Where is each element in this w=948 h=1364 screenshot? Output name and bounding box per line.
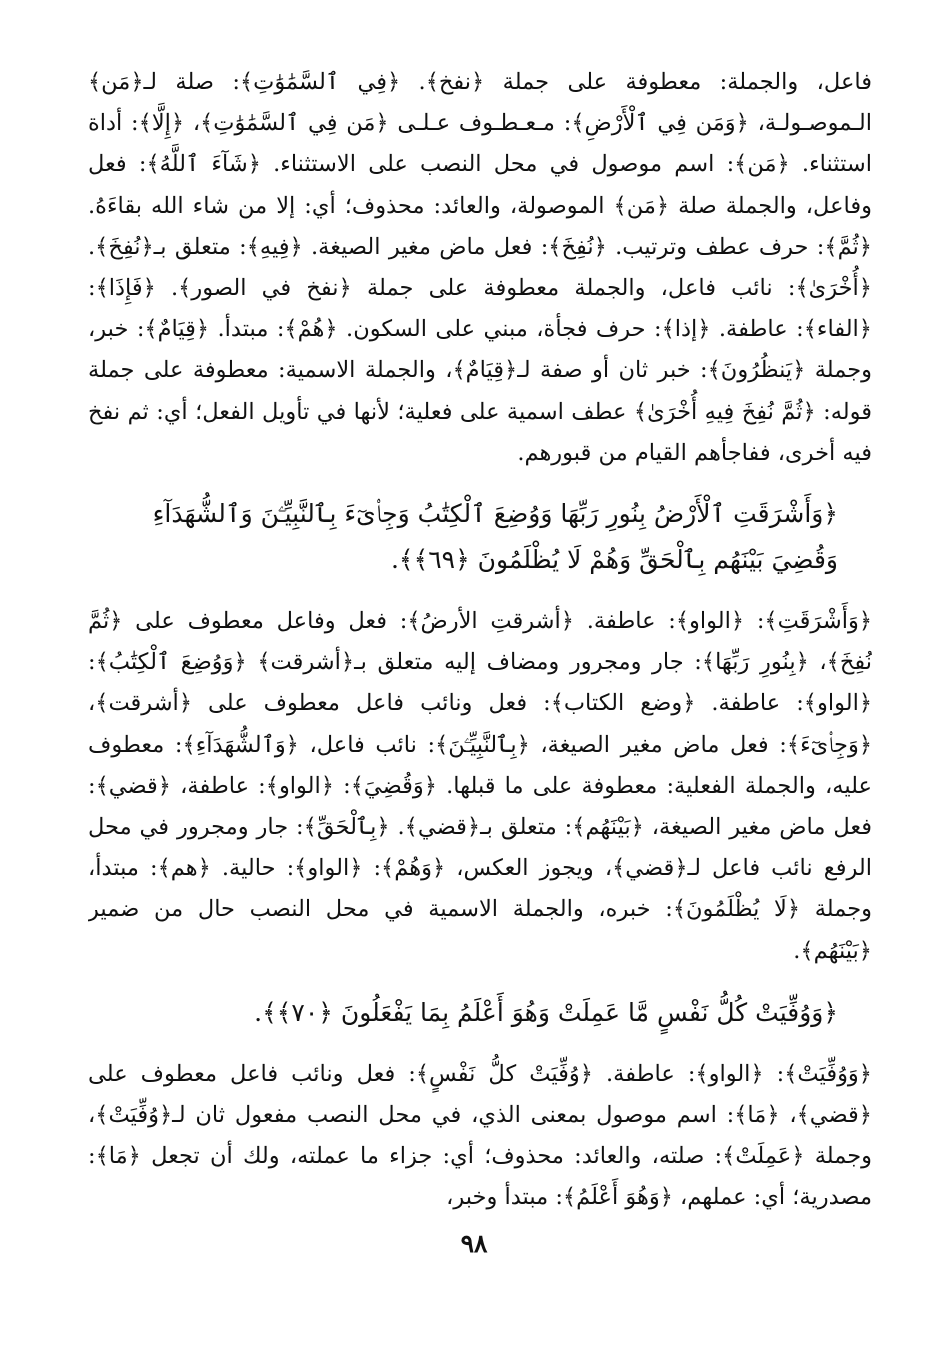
commentary-paragraph-3: ﴿وَوُفِّيَتْ﴾: ﴿الواو﴾: عاطفة. ﴿وُفِّيَتْ كلُّ نَفْسٍ﴾: فعل ونائب فاعل معطوف على ﴿قضي﴾، ﴿مَا﴾: اسم موصول بمعنى الذي، في محل النصب مفعول ثان لـ﴿وُفِّيَتْ﴾، وجملة ﴿عَمِلَتْ﴾: صلته، والعائد: محذوف؛ أي: جزاء ما عملته، ولك أن تجعل ﴿مَا﴾: مصدرية؛ أي: عملهم، ﴿وَهُوَ أَعْلَمُ﴾: مبتدأ وخبر، xyxy=(88,1060,872,1211)
commentary-paragraph-1: فاعل، والجملة: معطوفة على جملة ﴿نفخ﴾. ﴿فِي ٱلسَّمَٰوَٰتِ﴾: صلة لـ﴿مَن﴾ الـموصـولـة، ﴿وَمَن فِي ٱلْأَرْضِ﴾: مـعـطـوف عـلـى ﴿مَن فِي ٱلسَّمَٰوَٰتِ﴾، ﴿إِلَّا﴾: أداة استثناء. ﴿مَن﴾: اسم موصول في محل النصب على الاستثناء. ﴿شَآءَ ٱللَّهُ﴾: فعل وفاعل، والجملة صلة ﴿مَن﴾ الموصولة، والعائد: محذوف؛ أي: إلا من شاء الله بقاءَهُ. ﴿ثُمَّ﴾: حرف عطف وترتيب. ﴿نُفِخَ﴾: فعل ماض مغير الصيغة. ﴿فِيهِ﴾: متعلق بـ﴿نُفِخَ﴾. ﴿أُخْرَىٰ﴾: نائب فاعل، والجملة معطوفة على جملة ﴿نفخ في الصور﴾. ﴿فَإِذَا﴾: ﴿الفاء﴾: عاطفة. ﴿إذا﴾: حرف فجأة، مبني على السكون. ﴿هُمْ﴾: مبتدأ. ﴿قِيَامٌ﴾: خبر، وجملة ﴿يَنظُرُونَ﴾: خبر ثان أو صفة لـ﴿قِيَامٌ﴾، والجملة الاسمية: معطوفة على جملة قوله: ﴿ثُمَّ نُفِخَ فِيهِ أُخْرَىٰ﴾ عطف اسمية على فعلية؛ لأنها في تأويل الفعل؛ أي: ثم نفخ فيه أخرى، ففاجأهم القيام من قبورهم. xyxy=(88,69,872,466)
quran-verse-69: ﴿وَأَشْرَقَتِ ٱلْأَرْضُ بِنُورِ رَبِّهَا وَوُضِعَ ٱلْكِتَٰبُ وَجِا۟ىٓءَ بِٱلنَّبِيِّـۧنَ وَٱلشُّهَدَآءِ وَقُضِيَ بَيْنَهُم بِٱلْحَقِّ وَهُمْ لَا يُظْلَمُونَ ﴿٦٩﴾﴾. xyxy=(152,499,838,575)
quran-verse-70: ﴿وَوُفِّيَتْ كُلُّ نَفْسٍ مَّا عَمِلَتْ وَهُوَ أَعْلَمُ بِمَا يَفْعَلُونَ ﴿٧٠﴾﴾. xyxy=(254,997,838,1027)
page-body xyxy=(88,62,872,1322)
page-number: ٩٨ xyxy=(460,1229,488,1258)
commentary-paragraph-2: ﴿وَأَشْرَقَتِ﴾: ﴿الواو﴾: عاطفة. ﴿أشرقتِ الأرضُ﴾: فعل وفاعل معطوف على ﴿ثُمَّ نُفِخَ﴾، ﴿بِنُورِ رَبِّهَا﴾: جار ومجرور ومضاف إليه متعلق بـ﴿أشرقت﴾ ﴿وَوُضِعَ ٱلْكِتَٰبُ﴾: ﴿الواو﴾: عاطفة. ﴿وضع الكتاب﴾: فعل ونائب فاعل معطوف على ﴿أشرقت﴾، ﴿وَجِا۟ىٓءَ﴾: فعل ماض مغير الصيغة، ﴿بِٱلنَّبِيِّـۧنَ﴾: نائب فاعل، ﴿وَٱلشُّهَدَآءِ﴾: معطوف عليه، والجملة الفعلية: معطوفة على ما قبلها. ﴿وَقُضِيَ﴾: ﴿الواو﴾: عاطفة، ﴿قضي﴾: فعل ماض مغير الصيغة، ﴿بَيْنَهُم﴾: متعلق بـ﴿قضي﴾. ﴿بِٱلْحَقِّ﴾: جار ومجرور في محل الرفع نائب فاعل لـ﴿قضي﴾، ويجوز العكس، ﴿وَهُمْ﴾: ﴿الواو﴾: حالية. ﴿هم﴾: مبتدأ، وجملة ﴿لَا يُظْلَمُونَ﴾: خبره، والجملة الاسمية في محل النصب حال من ضمير ﴿بَيْنَهُم﴾. xyxy=(88,608,872,964)
